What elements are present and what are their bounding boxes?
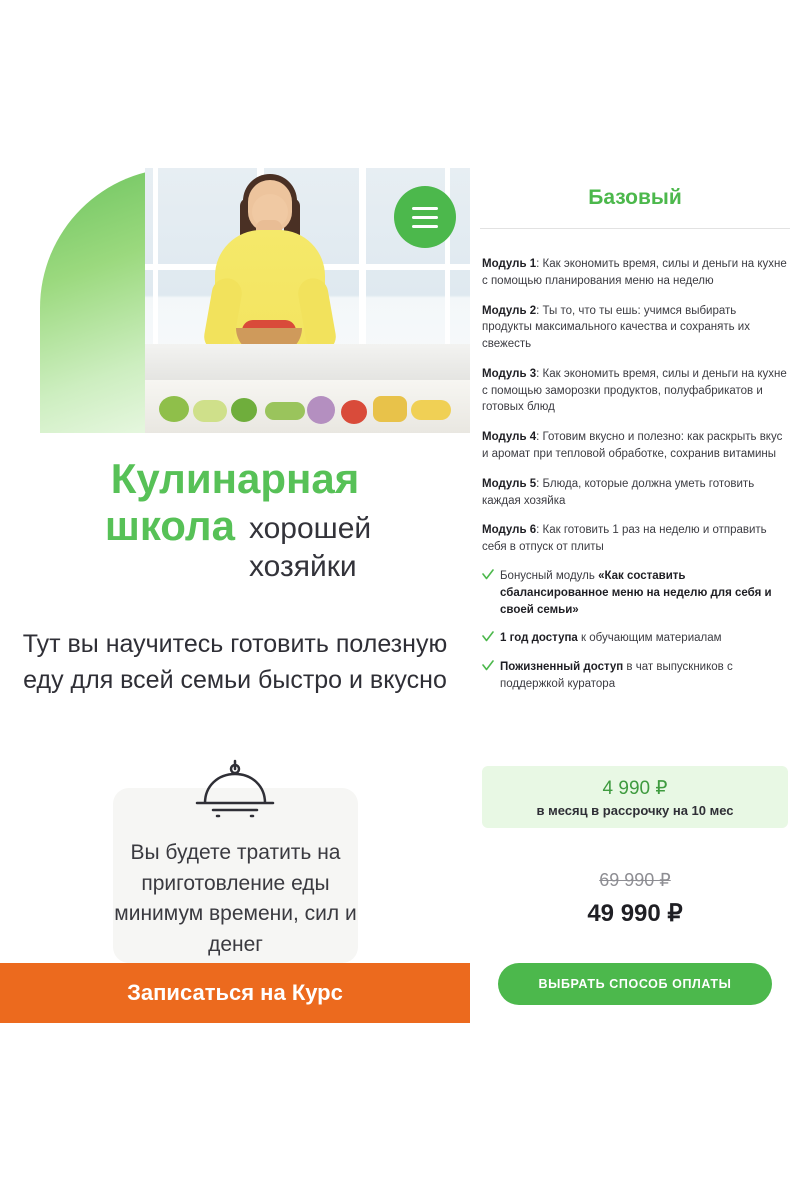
window-frame-bar [359, 168, 366, 353]
module-item [482, 256, 787, 290]
installment-box [482, 766, 788, 828]
check-icon [482, 631, 494, 643]
old-price: 69 990 ₽ [599, 870, 671, 890]
module-name: Модуль 6 [482, 524, 537, 537]
title-subtitle [249, 502, 371, 587]
vegetable [307, 396, 335, 424]
module-name: Модуль 3 [482, 367, 537, 380]
title-subtitle-line-1: хорошей [248, 512, 372, 546]
vegetable [411, 400, 451, 420]
bonus-tail: в чат выпускников с поддержкой куратора [500, 661, 733, 690]
modules-list [482, 256, 787, 569]
check-icon [482, 660, 494, 672]
lead-paragraph: Тут вы научитесь готовить полезную еду для всей семьи быстро и вкусно [22, 630, 448, 694]
title-subtitle-line-2: хозяйки [248, 550, 357, 584]
module-name: Модуль 4 [482, 431, 537, 444]
module-item [482, 429, 787, 463]
divider [480, 228, 790, 229]
page-title [0, 455, 470, 587]
menu-bar [412, 216, 438, 219]
enroll-course-button[interactable]: Записаться на Курс [0, 963, 470, 1023]
module-name: Модуль 1 [482, 258, 537, 270]
module-text: : Как экономить время, силы и деньги на кухне с помощью заморозки продуктов, полуфабрикатов и готовых блюд [482, 367, 787, 414]
vegetable [341, 400, 367, 424]
module-text: : Готовим вкусно и полезно: как раскрыть вкус и аромат при тепловой обработке, сохранив витамины [482, 431, 783, 461]
vegetable [231, 398, 257, 422]
hamburger-menu-icon[interactable] [394, 186, 456, 248]
module-name: Модуль 5 [482, 477, 537, 490]
bonus-item [482, 630, 787, 647]
pricing-panel [470, 0, 800, 1200]
module-item [482, 303, 787, 353]
title-word-1: Кулинарная [110, 455, 360, 502]
check-icon [482, 569, 494, 581]
title-word-2: школа [104, 502, 235, 550]
bonus-strong: 1 год доступа [500, 632, 578, 645]
plan-title: Базовый [588, 186, 682, 209]
module-item [482, 366, 787, 416]
bonuses-list [482, 568, 787, 705]
installment-price: 4 990 ₽ [602, 777, 668, 799]
bonus-strong: Пожизненный доступ [500, 661, 624, 674]
module-item [482, 522, 787, 556]
module-text: : Как готовить 1 раз на неделю и отправить себя в отпуск от плиты [482, 524, 767, 554]
module-text: : Ты то, что ты ешь: учимся выбирать продукты максимального качества и сохранять их свежесть [482, 304, 750, 351]
module-name: Модуль 2 [482, 304, 537, 317]
vegetable [193, 400, 227, 422]
window-frame-bar [153, 168, 158, 353]
bonus-item [482, 659, 787, 693]
vegetables-group [145, 382, 470, 433]
module-text: : Как экономить время, силы и деньги на кухне с помощью планирования меню на неделю [482, 258, 787, 287]
module-text: : Блюда, которые должна уметь готовить каждая хозяйка [482, 477, 755, 507]
choose-payment-method-button[interactable]: ВЫБРАТЬ СПОСОБ ОПЛАТЫ [498, 963, 772, 1005]
cloche-icon [187, 757, 283, 819]
vegetable [373, 396, 407, 422]
menu-bar [412, 207, 438, 210]
bonus-item [482, 568, 787, 618]
bonus-lead: Бонусный модуль [500, 570, 599, 582]
bonus-tail: к обучающим материалам [577, 632, 722, 645]
vegetable [159, 396, 189, 422]
benefit-text: Вы будете тратить на приготовление еды минимум времени, сил и денег [114, 841, 357, 956]
kitchen-counter-back [145, 344, 470, 384]
installment-note: в месяц в рассрочку на 10 мес [536, 802, 734, 818]
module-item [482, 476, 787, 510]
vegetable [265, 402, 305, 420]
bonus-strong: «Как составить сбалансированное меню на неделю для себя и своей семьи» [500, 570, 772, 616]
new-price: 49 990 ₽ [587, 900, 683, 927]
menu-bar [412, 225, 438, 228]
